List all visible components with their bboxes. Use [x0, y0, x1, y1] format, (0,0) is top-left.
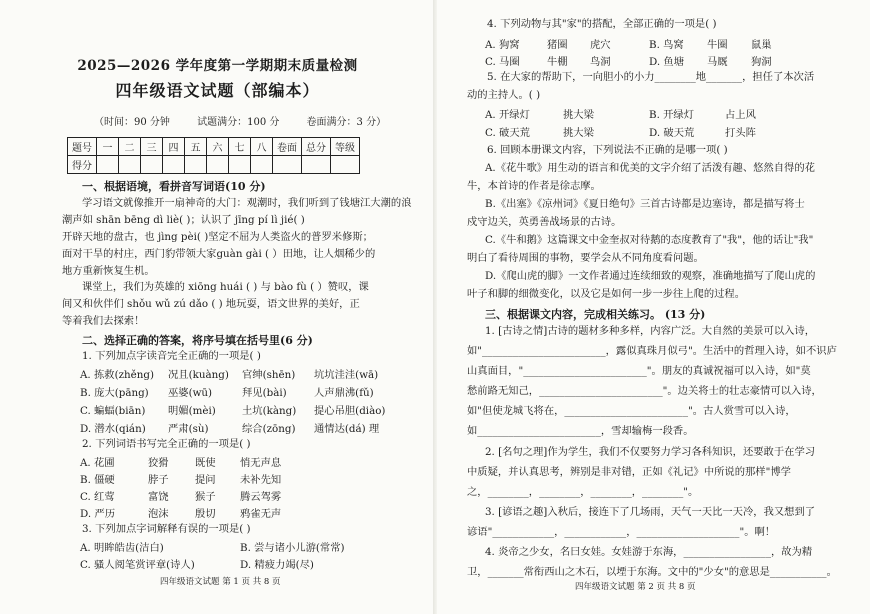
- option: 土坑(kàng): [242, 405, 297, 417]
- option: 通情达(dá) 理: [314, 423, 380, 435]
- question-stem: 动的主持人。( ): [467, 89, 541, 101]
- text-line: 地方重新恢复生机。: [62, 265, 155, 277]
- score-input-cell[interactable]: [331, 156, 360, 174]
- score-cell: 四: [163, 138, 185, 156]
- score-table-header-row: [68, 138, 360, 156]
- option: 富饶: [148, 491, 169, 503]
- page-right: [435, 0, 870, 614]
- option: 提问: [195, 474, 216, 486]
- text-line: 山真面目，"________________________"。朋友的真诚祝福可以入诗，如"莫: [467, 365, 811, 377]
- text-line: A.《花牛歌》用生动的语言和优美的文字介绍了活泼有趣、悠然自得的花: [485, 162, 815, 174]
- text-line: 如"但使龙城飞将在，________________________"。古人赏雪可以入诗，: [467, 405, 796, 417]
- page-footer: 四年级语文试题 第 2 页 共 8 页: [575, 582, 696, 592]
- score-cell: 题号: [68, 138, 97, 156]
- option: 官绅(shēn): [242, 369, 296, 381]
- option: A. 明眸皓齿(洁白): [80, 542, 164, 554]
- option: 狡猾: [148, 457, 169, 469]
- option: 明媚(mèi): [168, 405, 216, 417]
- score-input-cell[interactable]: [273, 156, 302, 174]
- option: 牛圈: [707, 39, 728, 51]
- option: 鸦雀无声: [240, 508, 282, 520]
- option: 既使: [195, 457, 216, 469]
- score-cell: 八: [251, 138, 273, 156]
- option: 虎穴: [590, 39, 611, 51]
- text-line: 叶子和脚的细微变化，以及它是如何一步一步往上爬的过程。: [467, 288, 746, 300]
- score-cell: 二: [119, 138, 141, 156]
- score-table-score-row: [68, 156, 360, 174]
- text-line: 卫，_______常衔西山之木石，以堙于东海。文中的"少女"的意思是___________。: [467, 566, 837, 578]
- text-line: 2. [名句之理]作为学生，我们不仅要努力学习各科知识，还要敢于在学习: [485, 446, 816, 458]
- option: B. 僵硬: [80, 474, 115, 486]
- option: 马厩: [707, 56, 728, 68]
- option: C. 破天荒: [485, 127, 530, 139]
- text-line: 学习语文就像推开一扇神奇的大门：观潮时，我们听到了钱塘江大潮的浪: [82, 197, 412, 209]
- score-cell: 五: [185, 138, 207, 156]
- text-line: 牛，本首诗的作者是徐志摩。: [467, 180, 601, 192]
- text-line: 中质疑，并认真思考，辨别是非对错，正如《礼记》中所说的那样"博学: [467, 466, 791, 478]
- option: 坑坑洼洼(wā): [314, 369, 379, 381]
- score-cell: 七: [229, 138, 251, 156]
- score-input-cell[interactable]: [302, 156, 331, 174]
- question-stem: 3. 下列加点字词解释有误的一项是( ): [82, 523, 251, 535]
- neatness-info: 卷面满分：3 分）: [306, 117, 387, 128]
- time-info: （时间：90 分钟: [94, 117, 170, 128]
- score-input-cell[interactable]: [251, 156, 273, 174]
- option: 况且(kuàng): [168, 369, 229, 381]
- score-input-cell[interactable]: [97, 156, 119, 174]
- score-input-cell[interactable]: [119, 156, 141, 174]
- text-line: 潮声如 shān bēng dì liè( )；认识了 jīng pí lì jié( ): [62, 214, 305, 226]
- question-stem: 1. 下列加点字读音完全正确的一项是( ): [82, 350, 261, 362]
- option: 提心吊胆(diào): [314, 405, 386, 417]
- option: A. 拣救(zhěng): [80, 369, 154, 381]
- option: 严肃(sù): [168, 423, 209, 435]
- text-line: 之，________，________，________，________"。: [467, 486, 699, 498]
- text-line: C.《牛和鹅》这篇课文中金奎叔对待鹅的态度教育了"我"，他的话让"我": [485, 234, 814, 246]
- text-line: 如"________________________，露似真珠月似弓"。生活中的哲理入诗，如不识庐: [467, 345, 837, 357]
- option: B. 鸟窝: [649, 39, 684, 51]
- score-input-cell[interactable]: [185, 156, 207, 174]
- option: C. 马圈: [485, 56, 520, 68]
- score-cell: 卷面: [273, 138, 302, 156]
- option: 猪圈: [547, 39, 568, 51]
- score-table: [67, 137, 360, 174]
- option: A. 花圃: [80, 457, 115, 469]
- score-input-cell[interactable]: [229, 156, 251, 174]
- text-line: 1. [古诗之情]古诗的题材多种多样，内容广泛。大自然的美景可以入诗，: [485, 325, 816, 337]
- option: D. 精疲力竭(尽): [240, 559, 314, 571]
- score-cell: 总分: [302, 138, 331, 156]
- question-stem: 2. 下列词语书写完全正确的一项是( ): [82, 438, 251, 450]
- exam-info: [94, 113, 410, 128]
- score-cell: 得分: [68, 156, 97, 174]
- score-input-cell[interactable]: [141, 156, 163, 174]
- score-cell: 等级: [331, 138, 360, 156]
- option: C. 蝙蝠(biān): [80, 405, 146, 417]
- exam-title: 四年级语文试题（部编本）: [115, 81, 320, 100]
- option: C. 骚人阅笔赏评章(诗人): [80, 559, 195, 571]
- score-input-cell[interactable]: [163, 156, 185, 174]
- text-line: 3. [谚语之趣]入秋后，接连下了几场雨，天气一天比一天冷，我又想到了: [485, 506, 816, 518]
- option: 挑大梁: [563, 127, 594, 139]
- score-cell: 三: [141, 138, 163, 156]
- text-line: 戍守边关，英勇善战场景的古诗。: [467, 216, 622, 228]
- section-3-title: 三、根据课文内容，完成相关练习。 (13 分): [485, 308, 706, 321]
- option: B. 开绿灯: [649, 109, 695, 121]
- option: 打头阵: [725, 127, 756, 139]
- option: 未补先知: [240, 474, 282, 486]
- text-line: B.《出塞》《凉州词》《夏日绝句》三首古诗都是边塞诗，都是描写将士: [485, 198, 805, 210]
- option: 拜见(bài): [242, 387, 287, 399]
- score-cell: 六: [207, 138, 229, 156]
- option: D. 破天荒: [649, 127, 695, 139]
- option: 猴子: [195, 491, 216, 503]
- text-line: 4. 炎帝之少女，名曰女娃。女娃游于东海，_________________，故为精: [485, 546, 813, 558]
- option: 牛棚: [547, 56, 568, 68]
- text-line: D.《爬山虎的脚》一文作者通过连续细致的观察，准确地描写了爬山虎的: [485, 270, 816, 282]
- option: 脖子: [148, 474, 169, 486]
- score-input-cell[interactable]: [207, 156, 229, 174]
- text-line: 如________________________，雪却输梅一段香。: [467, 425, 694, 437]
- text-line: 谚语"____________，____________，____________________"。啊！: [467, 526, 776, 538]
- section-1-title: 一、根据语境，看拼音写词语(10 分): [82, 180, 266, 193]
- option: B. 庞大(pāng): [80, 387, 149, 399]
- text-line: 开辟天地的盘古，也 jìng pèi( )坚定不屈为人类盗火的普罗米修斯；: [62, 231, 373, 243]
- option: 巫婆(wū): [168, 387, 213, 399]
- option: A. 狗窝: [485, 39, 520, 51]
- option: D. 潜水(qián): [80, 423, 146, 435]
- option: B. 尝与诸小儿游(常常): [240, 542, 345, 554]
- text-line: 间又和伙伴们 shǒu wǔ zú dǎo ( ) 地玩耍，语文世界的美好，正: [62, 298, 360, 310]
- option: 殷切: [195, 508, 216, 520]
- option: 腾云驾雾: [240, 491, 282, 503]
- question-stem: 6. 回顾本册课文内容，下列说法不正确的是哪一项( ): [487, 144, 728, 156]
- option: 综合(zōng): [242, 423, 296, 435]
- option: 泡沫: [148, 508, 169, 520]
- text-line: 明白了看待周围的事物，要学会从不同角度看问题。: [467, 252, 704, 264]
- score-cell: 一: [97, 138, 119, 156]
- exam-header: 2025—2026 学年度第一学期期末质量检测: [77, 58, 358, 74]
- text-line: 面对干旱的村庄，西门豹带领大家guàn gài ( ）田地，让人烟稀少的: [62, 248, 376, 260]
- text-line: 课堂上，我们为英雄的 xiōng huái ( ) 与 bào fù ( ）赞叹，课: [82, 281, 369, 293]
- option: D. 鱼塘: [649, 56, 685, 68]
- option: 鸟洞: [590, 56, 611, 68]
- option: 悄无声息: [240, 457, 282, 469]
- option: 挑大梁: [563, 109, 594, 121]
- question-stem: 4. 下列动物与其"家"的搭配，全部正确的一项是( ): [487, 18, 717, 30]
- option: D. 严历: [80, 508, 116, 520]
- option: 人声鼎沸(fǔ): [314, 387, 374, 399]
- question-stem: 5. 在大家的帮助下，一向胆小的小力________地_______，担任了本次活: [487, 71, 815, 83]
- text-line: 等着我们去探索！: [62, 315, 145, 327]
- page-footer: 四年级语文试题 第 1 页 共 8 页: [160, 577, 281, 587]
- option: 鼠巢: [751, 39, 772, 51]
- option: C. 红莺: [80, 491, 115, 503]
- section-2-title: 二、选择正确的答案，将序号填在括号里(6 分): [82, 334, 313, 347]
- full-score-info: 试题满分：100 分: [197, 117, 280, 128]
- option: 狗洞: [751, 56, 772, 68]
- text-line: 愁前路无知己，________________________"。边关将士的壮志豪情可以入诗，: [467, 385, 822, 397]
- option: 占上风: [725, 109, 756, 121]
- option: A. 开绿灯: [485, 109, 530, 121]
